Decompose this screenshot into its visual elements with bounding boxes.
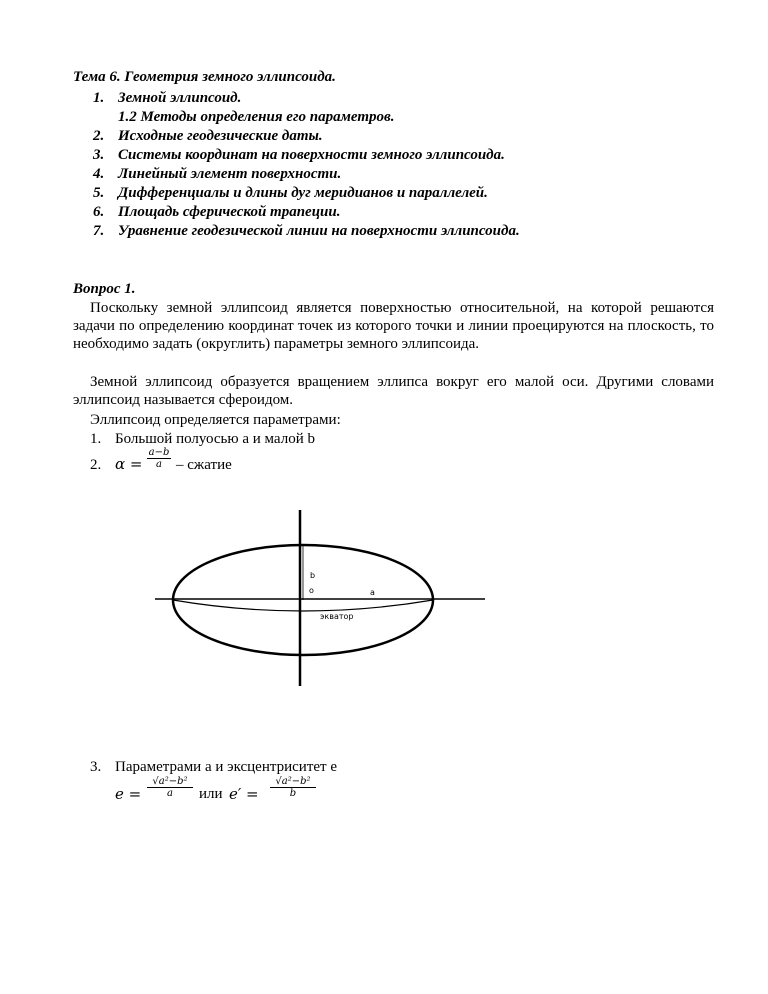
outline-number: 4. <box>93 166 105 182</box>
equator-curve <box>173 600 433 611</box>
ecc2-lhs: e′ = <box>229 785 259 803</box>
ecc2-denominator: b <box>289 788 297 799</box>
label-o: o <box>309 586 314 595</box>
outline-number: 5. <box>93 185 105 201</box>
outline-item: Уравнение геодезической линии на поверхности эллипсоида. <box>118 223 520 239</box>
outline-number: 6. <box>93 204 105 220</box>
outline-number: 7. <box>93 223 105 239</box>
outline-number: 2. <box>93 128 105 144</box>
paragraph-text: Эллипсоид определяется параметрами: <box>90 412 341 428</box>
outline-item: Земной эллипсоид. <box>118 90 242 106</box>
outline-item: Линейный элемент поверхности. <box>118 166 342 182</box>
outline-item: Площадь сферической трапеции. <box>118 204 341 220</box>
ecc-numerator: √a²−b² <box>147 776 193 788</box>
alpha-suffix: – сжатие <box>176 457 232 473</box>
ecc-denominator: a <box>167 788 173 799</box>
outline-item: Системы координат на поверхности земного эллипсоида. <box>118 147 505 163</box>
alpha-lhs: α = <box>115 455 143 473</box>
ecc-fraction <box>147 776 193 799</box>
param-number: 2. <box>90 457 102 473</box>
topic-title: Тема 6. Геометрия земного эллипсоида. <box>73 69 336 85</box>
outline-item: Дифференциалы и длины дуг меридианов и параллелей. <box>118 185 488 201</box>
param-number: 3. <box>90 759 102 775</box>
ecc2-numerator: √a²−b² <box>270 776 316 788</box>
paragraph-text: Поскольку земной эллипсоид является поверхностью относительной, на которой решаются задачи по определению координат точек из которого точки и линии проецируются на плоскость, то необходимо задать (округлить) параметры земного эллипсоида. <box>73 300 714 352</box>
outline-item: 1.2 Методы определения его параметров. <box>118 109 395 125</box>
label-b: b <box>310 571 316 580</box>
label-equator: экватор <box>320 612 354 621</box>
ecc2-fraction <box>270 776 316 799</box>
label-a: a <box>370 588 375 597</box>
paragraph-text: Земной эллипсоид образуется вращением эллипса вокруг его малой оси. Другими словами эллипсоид называется сфероидом. <box>73 374 714 408</box>
param-text: Большой полуосью а и малой b <box>115 431 315 447</box>
param-text: Параметрами а и эксцентриситет е <box>115 759 337 775</box>
param-number: 1. <box>90 431 102 447</box>
formula-conjunction: или <box>199 786 223 802</box>
alpha-numerator: a−b <box>148 447 170 458</box>
ecc-lhs: e = <box>115 785 142 803</box>
question-heading: Вопрос 1. <box>73 281 136 297</box>
outline-number: 3. <box>93 147 105 163</box>
alpha-denominator: a <box>156 459 162 470</box>
outline-item: Исходные геодезические даты. <box>118 128 323 144</box>
outline-number: 1. <box>93 90 105 106</box>
